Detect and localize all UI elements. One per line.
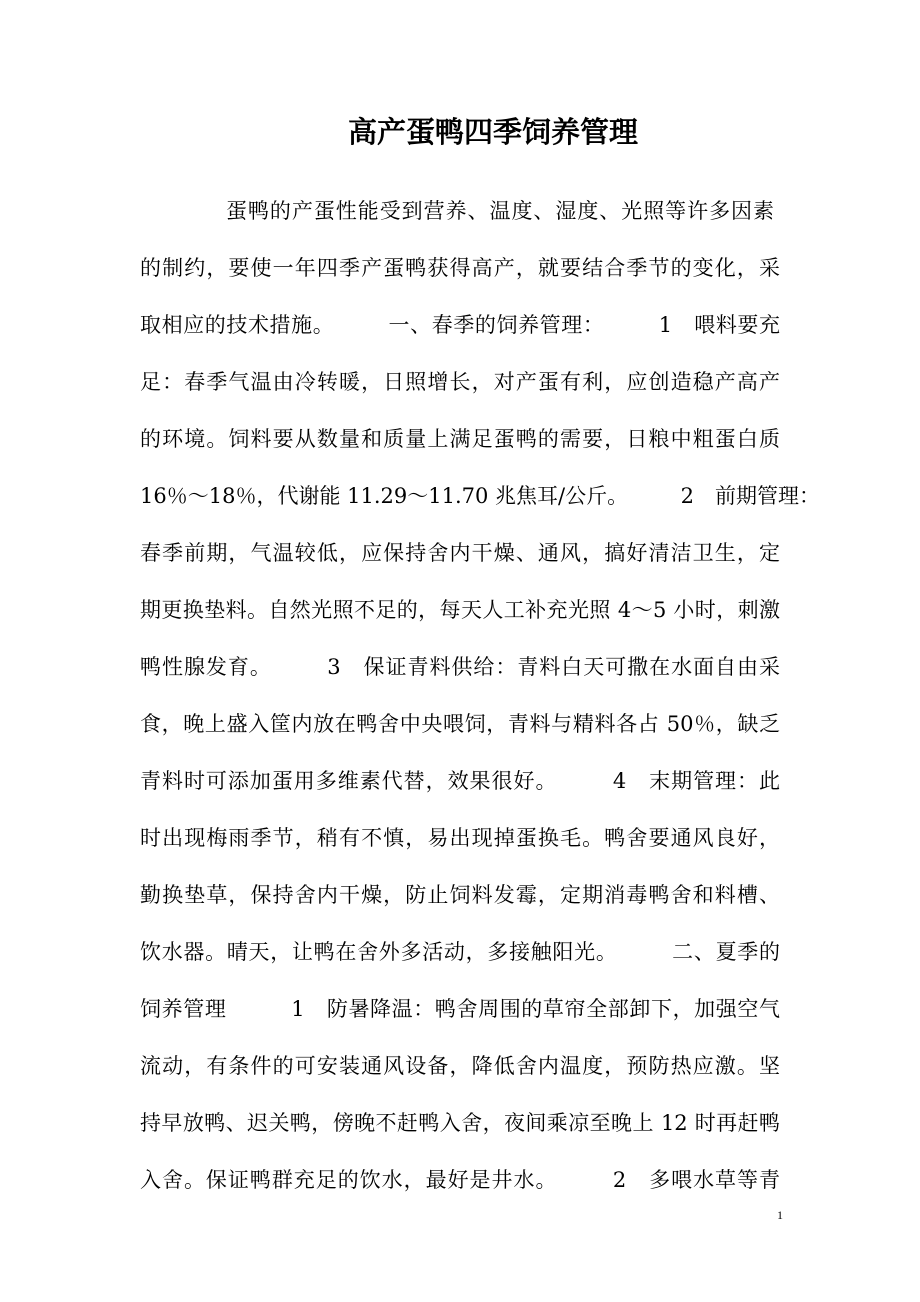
paragraph-line: 的环境。饲料要从数量和质量上满足蛋鸭的需要，日粮中粗蛋白质	[140, 427, 780, 451]
paragraph-line: 入舍。保证鸭群充足的饮水，最好是井水。 2 多喂水草等青	[140, 1168, 780, 1192]
paragraph-line: 勤换垫草，保持舍内干燥，防止饲料发霉，定期消毒鸭舍和料槽、	[140, 883, 780, 907]
paragraph-line: 食，晚上盛入筐内放在鸭舍中央喂饲，青料与精料各占 50％，缺乏	[140, 712, 780, 736]
document-title: 高产蛋鸭四季饲养管理	[347, 115, 638, 149]
paragraph-line: 青料时可添加蛋用多维素代替，效果很好。 4 末期管理：此	[140, 769, 780, 793]
paragraph-line: 饮水器。晴天，让鸭在舍外多活动，多接触阳光。 二、夏季的	[140, 940, 780, 964]
paragraph-line: 流动，有条件的可安装通风设备，降低舍内温度，预防热应激。坚	[140, 1054, 780, 1078]
paragraph-line: 鸭性腺发育。 3 保证青料供给：青料白天可撒在水面自由采	[140, 655, 780, 679]
paragraph-line: 持早放鸭、迟关鸭，傍晚不赶鸭入舍，夜间乘凉至晚上 12 时再赶鸭	[140, 1111, 780, 1135]
paragraph-line: 时出现梅雨季节，稍有不慎，易出现掉蛋换毛。鸭舍要通风良好，	[140, 826, 780, 850]
page-number: 1	[777, 1208, 783, 1222]
paragraph-line: 期更换垫料。自然光照不足的，每天人工补充光照 4～5 小时，刺激	[140, 598, 780, 622]
paragraph-line: 春季前期，气温较低，应保持舍内干燥、通风，搞好清洁卫生，定	[140, 541, 780, 565]
paragraph-line: 16％～18％，代谢能 11.29～11.70 兆焦耳/公斤。 2 前期管理：	[140, 484, 820, 508]
paragraph-line: 取相应的技术措施。 一、春季的饲养管理： 1 喂料要充	[140, 313, 780, 337]
paragraph-line: 足：春季气温由冷转暖，日照增长，对产蛋有利，应创造稳产高产	[140, 370, 780, 394]
paragraph-line: 蛋鸭的产蛋性能受到营养、温度、湿度、光照等许多因素	[226, 199, 774, 223]
paragraph-line: 的制约，要使一年四季产蛋鸭获得高产，就要结合季节的变化，采	[140, 256, 780, 280]
paragraph-line: 饲养管理 1 防暑降温：鸭舍周围的草帘全部卸下，加强空气	[140, 997, 780, 1021]
